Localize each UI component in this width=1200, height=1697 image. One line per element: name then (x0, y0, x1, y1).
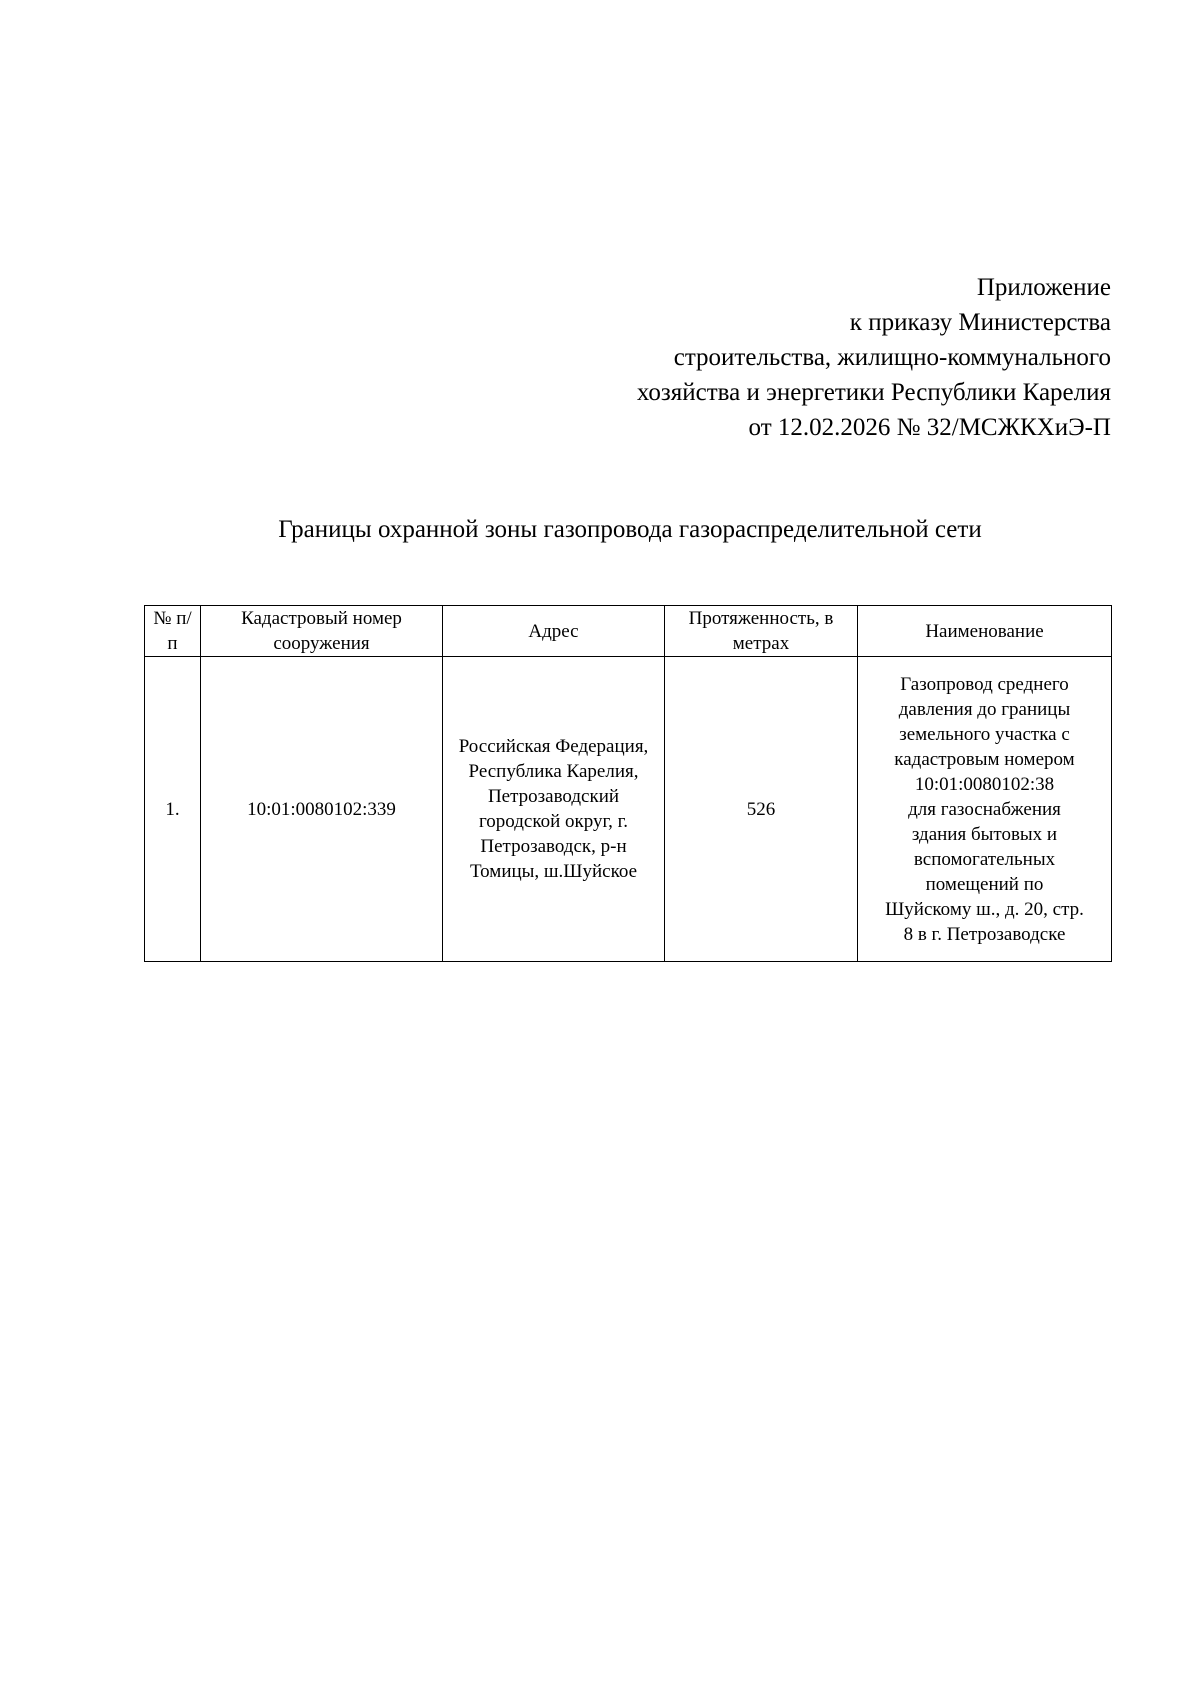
name-line: кадастровым номером (894, 748, 1075, 770)
appendix-line: к приказу Министерства (849, 309, 1111, 336)
cell-length: 526 (665, 657, 858, 962)
name-line: 8 в г. Петрозаводске (903, 923, 1066, 945)
header-cadastral-number: Кадастровый номер сооружения (201, 606, 443, 657)
table-header-row (145, 606, 1112, 657)
cell-number: 1. (145, 657, 201, 962)
appendix-line: строительства, жилищно-коммунального (673, 344, 1111, 371)
cell-name (858, 657, 1112, 962)
header-length: Протяженность, в метрах (665, 606, 858, 657)
appendix-line: от 12.02.2026 № 32/МСЖКХиЭ-П (748, 414, 1111, 441)
name-line: здания бытовых и (911, 823, 1058, 845)
appendix-block (411, 270, 1111, 445)
name-line: земельного участка с (899, 723, 1070, 745)
protection-zone-table (144, 605, 1112, 962)
name-line: 10:01:0080102:38 (914, 773, 1055, 795)
table-row (145, 657, 1112, 962)
appendix-line: хозяйства и энергетики Республики Карелия (636, 379, 1111, 406)
appendix-line: Приложение (976, 274, 1111, 301)
name-line: Газопровод среднего (900, 673, 1069, 695)
document-title: Границы охранной зоны газопровода газораспределительной сети (278, 516, 982, 543)
header-address: Адрес (443, 606, 665, 657)
name-line: помещений по (925, 873, 1044, 895)
name-line: для газоснабжения (908, 798, 1061, 820)
cell-address: Российская Федерация, Республика Карелия, Петрозаводский городской округ, г. Петрозаводск, р-н Томицы, ш.Шуйское (443, 657, 665, 962)
header-name: Наименование (858, 606, 1112, 657)
name-line: Шуйскому ш., д. 20, стр. (885, 898, 1084, 920)
header-number: № п/п (145, 606, 201, 657)
name-line: вспомогательных (913, 848, 1056, 870)
name-line: давления до границы (898, 698, 1071, 720)
cell-cadastral-number: 10:01:0080102:339 (201, 657, 443, 962)
